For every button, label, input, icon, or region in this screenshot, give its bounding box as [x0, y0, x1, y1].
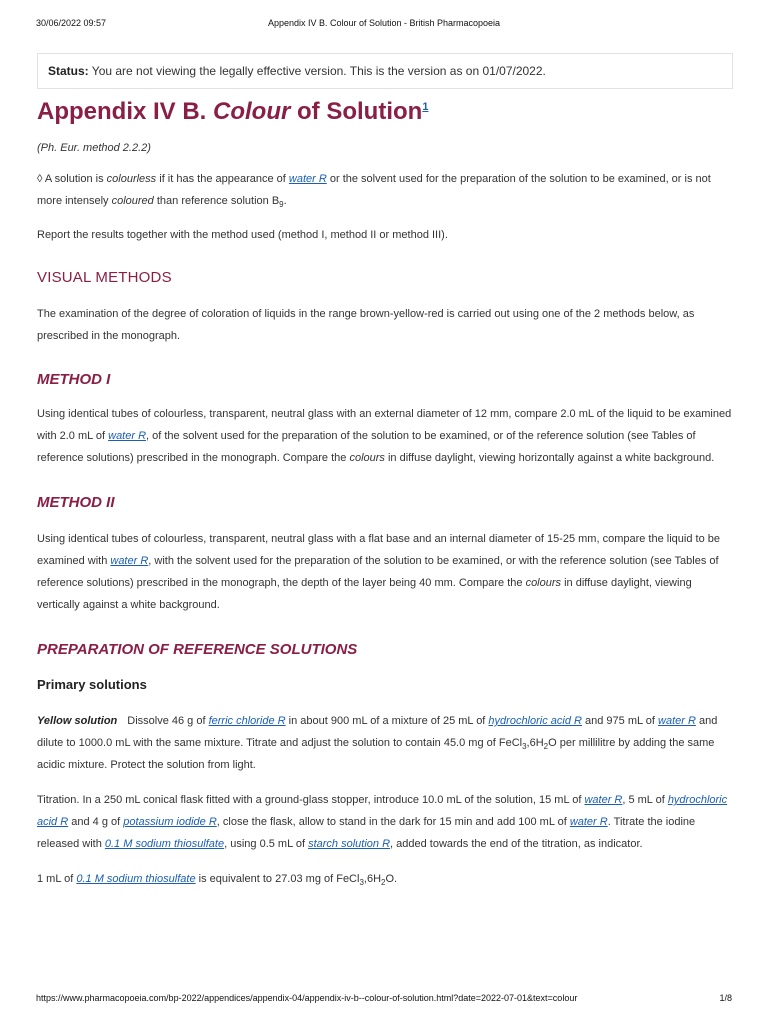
text: , added towards the end of the titration, as indicator. — [390, 838, 643, 850]
yellow-solution-paragraph — [37, 710, 733, 776]
link-water-r[interactable]: water R — [569, 816, 608, 828]
subscript: 2 — [543, 742, 549, 752]
page-title — [37, 97, 733, 127]
text: . Titrate the iodine released with — [37, 816, 696, 850]
page-number: 1/8 — [719, 993, 732, 1003]
heading-visual-methods: VISUAL METHODS — [37, 269, 172, 286]
status-text: You are not viewing the legally effective version. This is the version as on 01/07/2022. — [91, 64, 546, 78]
text: 1 mL of — [37, 873, 77, 885]
link-water-r[interactable]: water R — [658, 715, 696, 727]
title-part1: Appendix IV B. — [37, 98, 214, 125]
emphasis: colours — [349, 452, 385, 464]
titration-paragraph — [37, 789, 733, 855]
text: O. — [385, 873, 398, 885]
intro-paragraph — [37, 168, 733, 212]
subscript: 2 — [381, 878, 386, 888]
text: ,6H — [526, 737, 544, 749]
print-url: https://www.pharmacopoeia.com/bp-2022/appendices/appendix-04/appendix-iv-b--colour-of-solution.html?date=2022-07-01&text=colour — [36, 993, 578, 1003]
link-potassium-iodide-r[interactable]: potassium iodide R — [123, 816, 217, 828]
text: if it has the appearance of — [156, 173, 289, 185]
link-water-r[interactable]: water R — [110, 555, 149, 567]
print-header — [36, 18, 732, 32]
link-water-r[interactable]: water R — [108, 430, 147, 442]
link-ferric-chloride-r[interactable]: ferric chloride R — [208, 715, 286, 727]
text: in diffuse daylight, viewing horizontally against a white background. — [384, 452, 715, 464]
article-content — [37, 53, 733, 890]
print-date: 30/06/2022 09:57 — [36, 18, 107, 28]
status-banner — [37, 53, 733, 89]
text: , 5 mL of — [622, 794, 668, 806]
emphasis: colours — [525, 577, 562, 589]
link-starch-solution-r[interactable]: starch solution R — [308, 838, 391, 850]
link-water-r[interactable]: water R — [584, 794, 623, 806]
text: and 975 mL of — [581, 715, 659, 727]
text: , using 0.5 mL of — [224, 838, 309, 850]
text: or the solvent used for the preparation of the solution to be examined, or is not more intensely — [37, 173, 711, 207]
emphasis: colourless — [106, 173, 157, 185]
text: Dissolve 46 g of — [127, 715, 209, 727]
link-water-r[interactable]: water R — [288, 173, 327, 185]
visual-methods-paragraph: The examination of the degree of coloration of liquids in the range brown-yellow-red is carried out using one of the 2 methods below, as prescribed in the monograph. — [37, 308, 695, 342]
link-sodium-thiosulfate[interactable]: 0.1 M sodium thiosulfate — [104, 838, 225, 850]
yellow-solution-label: Yellow solution — [37, 715, 118, 727]
method-1-paragraph — [37, 403, 733, 469]
text: , with the solvent used for the preparation of the solution to be examined, or with the reference solution (see Tables of reference solutions) prescribed in the monograph, the depth of the layer being 40 mm. Compare the — [37, 555, 719, 589]
heading-preparation: PREPARATION OF REFERENCE SOLUTIONS — [37, 641, 358, 658]
method-2-paragraph — [37, 528, 733, 616]
report-paragraph: Report the results together with the method used (method I, method II or method III). — [37, 229, 448, 241]
text: Titration. In a 250 mL conical flask fitted with a ground-glass stopper, introduce 10.0 mL of the solution, 15 mL of — [37, 794, 585, 806]
method-reference: (Ph. Eur. method 2.2.2) — [37, 142, 151, 154]
text: . — [283, 195, 287, 207]
print-title: Appendix IV B. Colour of Solution - British Pharmacopoeia — [267, 18, 501, 28]
subscript: 9 — [279, 200, 284, 210]
status-label: Status: — [48, 64, 89, 78]
heading-method-1: METHOD I — [37, 371, 111, 388]
equivalence-paragraph — [37, 868, 733, 890]
text: ,6H — [363, 873, 382, 885]
text: ◊ A solution is — [37, 173, 107, 185]
text: , of the solvent used for the preparation of the solution to be examined, or of the reference solution (see Tables of reference solutions) prescribed in the monograph. Compare the — [37, 430, 696, 464]
title-part3: of Solution — [290, 98, 423, 125]
text: in diffuse daylight, viewing vertically against a white background. — [37, 577, 692, 611]
link-hydrochloric-acid-r[interactable]: hydrochloric acid R — [37, 794, 728, 828]
text: in about 900 mL of a mixture of 25 mL of — [285, 715, 489, 727]
text: O per millilitre by adding the same acidic mixture. Protect the solution from light. — [37, 737, 715, 771]
text: and 4 g of — [68, 816, 124, 828]
text: and dilute to 1000.0 mL with the same mixture. Titrate and adjust the solution to contain 45.0 mg of FeCl — [37, 715, 718, 749]
footnote-link[interactable]: 1 — [422, 101, 429, 113]
subscript: 3 — [359, 878, 364, 888]
heading-method-2: METHOD II — [37, 494, 115, 511]
subheading-primary-solutions: Primary solutions — [37, 677, 147, 692]
text: Using identical tubes of colourless, transparent, neutral glass with an external diameter of 12 mm, compare 2.0 mL of the liquid to be examined with 2.0 mL of — [37, 408, 732, 442]
print-footer — [36, 993, 732, 1007]
link-hydrochloric-acid-r[interactable]: hydrochloric acid R — [488, 715, 582, 727]
text: Using identical tubes of colourless, transparent, neutral glass with a flat base and an internal diameter of 15-25 mm, compare the liquid to be examined with — [37, 533, 720, 567]
subscript: 3 — [522, 742, 527, 752]
emphasis: coloured — [111, 195, 154, 207]
text: than reference solution B — [153, 195, 280, 207]
text: , close the flask, allow to stand in the dark for 15 min and add 100 mL of — [216, 816, 570, 828]
title-part2: Colour — [213, 98, 291, 125]
link-sodium-thiosulfate[interactable]: 0.1 M sodium thiosulfate — [76, 873, 196, 885]
text: is equivalent to 27.03 mg of FeCl — [195, 873, 360, 885]
